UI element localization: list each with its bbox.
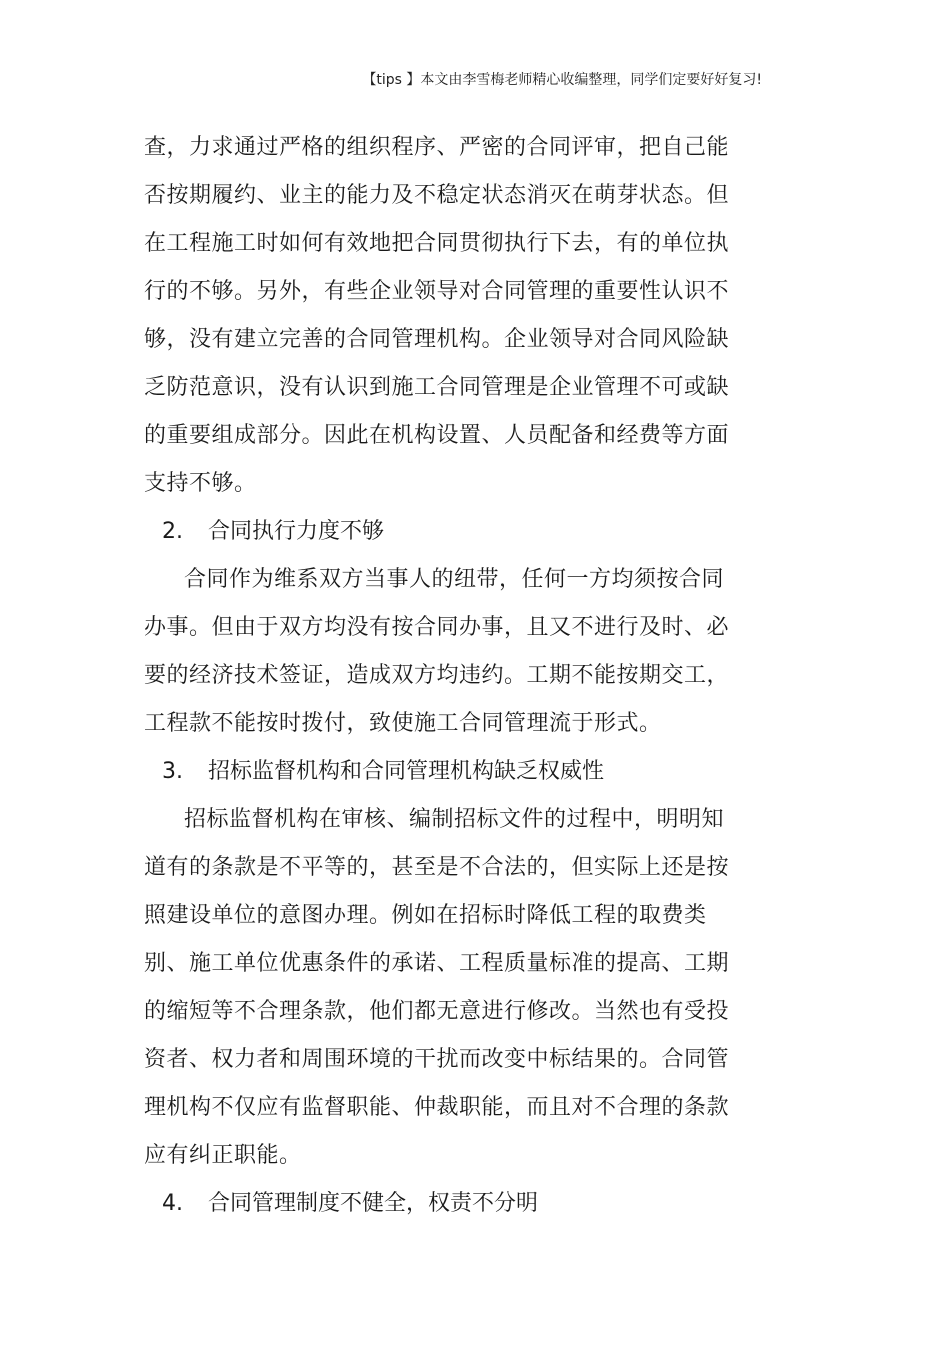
text-line: 招标监督机构在审核、编制招标文件的过程中，明明知 xyxy=(184,807,725,832)
text-line: 乏防范意识，没有认识到施工合同管理是企业管理不可或缺 xyxy=(144,375,730,400)
text-line: 的重要组成部分。因此在机构设置、人员配备和经费等方面 xyxy=(144,423,730,448)
section-title: 合同管理制度不健全，权责不分明 xyxy=(208,1191,539,1216)
tips-header-note: 【tips 】本文由李雪梅老师精心收编整理，同学们定要好好复习! xyxy=(362,72,762,88)
section-title: 招标监督机构和合同管理机构缺乏权威性 xyxy=(208,759,605,784)
paragraph-1 xyxy=(144,124,744,508)
section-number: 2. xyxy=(162,519,183,544)
section-heading-3 xyxy=(144,748,744,796)
section-number: 4. xyxy=(162,1191,183,1216)
paragraph-3 xyxy=(144,796,744,1180)
section-title: 合同执行力度不够 xyxy=(208,519,385,544)
text-line: 在工程施工时如何有效地把合同贯彻执行下去，有的单位执 xyxy=(144,231,730,256)
section-heading-4 xyxy=(144,1180,744,1228)
text-line: 道有的条款是不平等的，甚至是不合法的，但实际上还是按 xyxy=(144,855,730,880)
text-line: 查，力求通过严格的组织程序、严密的合同评审，把自己能 xyxy=(144,135,730,160)
section-heading-2 xyxy=(144,508,744,556)
text-line: 支持不够。 xyxy=(144,471,257,496)
text-line: 工程款不能按时拨付，致使施工合同管理流于形式。 xyxy=(144,711,662,736)
text-line: 应有纠正职能。 xyxy=(144,1143,302,1168)
text-line: 理机构不仅应有监督职能、仲裁职能，而且对不合理的条款 xyxy=(144,1095,730,1120)
text-line: 别、施工单位优惠条件的承诺、工程质量标准的提高、工期 xyxy=(144,951,730,976)
section-number: 3. xyxy=(162,759,183,784)
text-line: 要的经济技术签证，造成双方均违约。工期不能按期交工， xyxy=(144,663,730,688)
text-line: 够，没有建立完善的合同管理机构。企业领导对合同风险缺 xyxy=(144,327,730,352)
text-line: 的缩短等不合理条款，他们都无意进行修改。当然也有受投 xyxy=(144,999,730,1024)
paragraph-2 xyxy=(144,556,744,748)
text-line: 行的不够。另外，有些企业领导对合同管理的重要性认识不 xyxy=(144,279,730,304)
text-line: 否按期履约、业主的能力及不稳定状态消灭在萌芽状态。但 xyxy=(144,183,730,208)
text-line: 合同作为维系双方当事人的纽带，任何一方均须按合同 xyxy=(184,567,725,592)
text-line: 办事。但由于双方均没有按合同办事，且又不进行及时、必 xyxy=(144,615,730,640)
document-body xyxy=(144,124,744,1228)
text-line: 照建设单位的意图办理。例如在招标时降低工程的取费类 xyxy=(144,903,707,928)
text-line: 资者、权力者和周围环境的干扰而改变中标结果的。合同管 xyxy=(144,1047,730,1072)
